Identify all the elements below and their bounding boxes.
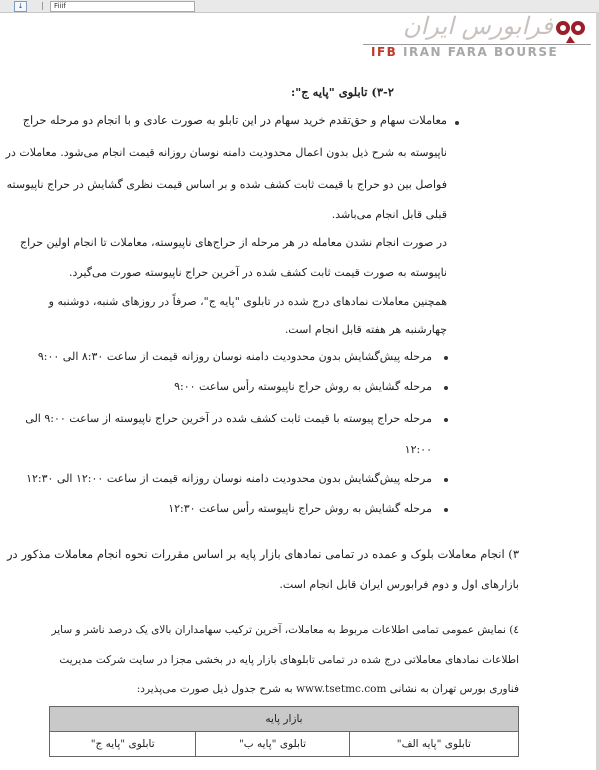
toolbar-separator	[42, 2, 43, 10]
paragraph-line: ناپیوسته به صورت قیمت ثابت کشف شده در آخرین حراج ناپیوسته صورت می‌گیرد.	[68, 266, 447, 279]
schedule-item: مرحله پیش‌گشایش بدون محدودیت دامنه نوسان روزانه قیمت از ساعت ۸:۳۰ الی ۹:۰۰	[37, 350, 432, 363]
schedule-item: مرحله گشایش به روش حراج ناپیوسته رأس ساعت ۹:۰۰	[174, 380, 432, 393]
section-title: ۳-۲) تابلوی "پایه ج":	[291, 85, 394, 99]
download-icon[interactable]: ⤓	[14, 1, 27, 12]
market-boards-table	[49, 706, 519, 757]
bullet-dot	[444, 356, 448, 360]
item-4-line: ٤) نمایش عمومی تمامی اطلاعات مربوط به معاملات، آخرین ترکیب سهامداران بالای یک درصد ناشر و سایر	[51, 624, 519, 636]
paragraph-line: قبلی قابل انجام می‌باشد.	[331, 208, 447, 221]
bullet-dot	[455, 121, 459, 125]
schedule-item: مرحله حراج پیوسته با قیمت ثابت کشف شده در آخرین حراج ناپیوسته از ساعت ۹:۰۰ الی	[25, 412, 432, 425]
table-header: بازار پایه	[50, 707, 519, 732]
paragraph-line: فواصل بین دو حراج با قیمت ثابت کشف شده و بر اساس قیمت نظری گشایش در حراج ناپیوسته	[6, 178, 447, 191]
table-cell: تابلوی "پایه الف"	[349, 732, 518, 757]
table-cell: تابلوی "پایه ب"	[196, 732, 349, 757]
bullet-dot	[444, 508, 448, 512]
item-4-line: اطلاعات نمادهای معاملاتی درج شده در تمامی تابلوهای بازار پایه در بخشی مجزا در سایت شرکت مدیریت	[59, 654, 519, 666]
logo-script-text: فرابورس ایران	[403, 12, 553, 40]
paragraph-line: همچنین معاملات نمادهای درج شده در تابلوی "پایه ج"، صرفاً در روزهای شنبه، دوشنبه و	[48, 295, 447, 308]
schedule-item: مرحله پیش‌گشایش بدون محدودیت دامنه نوسان روزانه قیمت از ساعت ۱۲:۰۰ الی ۱۲:۳۰	[26, 472, 432, 485]
schedule-item-continued: ۱۲:۰۰	[404, 443, 432, 456]
bullet-dot	[444, 386, 448, 390]
viewer-text-field[interactable]: Fiiif	[50, 1, 195, 12]
bullet-dot	[444, 478, 448, 482]
logo-brand-text: IFB IRAN FARA BOURSE	[371, 45, 559, 59]
ifb-emblem-icon	[551, 14, 591, 44]
paragraph-line: معاملات سهام و حق‌تقدم خرید سهام در این تابلو به صورت عادی و با انجام دو مرحله حراج	[22, 114, 447, 127]
schedule-item: مرحله گشایش به روش حراج ناپیوسته رأس ساعت ۱۲:۳۰	[168, 502, 432, 515]
paragraph-line: چهارشنبه هر هفته قابل انجام است.	[284, 323, 447, 336]
table-cell: تابلوی "پایه ج"	[50, 732, 196, 757]
table-row	[50, 732, 519, 757]
item-3-line: ۳) انجام معاملات بلوک و عمده در تمامی نمادهای بازار پایه بر اساس مقررات نحوه انجام معاملات مذکور در	[7, 547, 519, 561]
paragraph-line: ناپیوسته به شرح ذیل بدون اعمال محدودیت دامنه نوسان روزانه قیمت انجام می‌شود. معاملات در	[5, 146, 447, 159]
item-4-line: فناوری بورس تهران به نشانی www.tsetmc.com به شرح جدول ذیل صورت می‌پذیرد:	[136, 683, 519, 695]
item-3-line: بازارهای اول و دوم فرابورس ایران قابل انجام است.	[279, 578, 519, 591]
paragraph-line: در صورت انجام نشدن معامله در هر مرحله از حراج‌های ناپیوسته، معاملات تا انجام اولین حراج	[19, 236, 447, 249]
ifb-logo	[363, 10, 593, 62]
bullet-dot	[444, 418, 448, 422]
